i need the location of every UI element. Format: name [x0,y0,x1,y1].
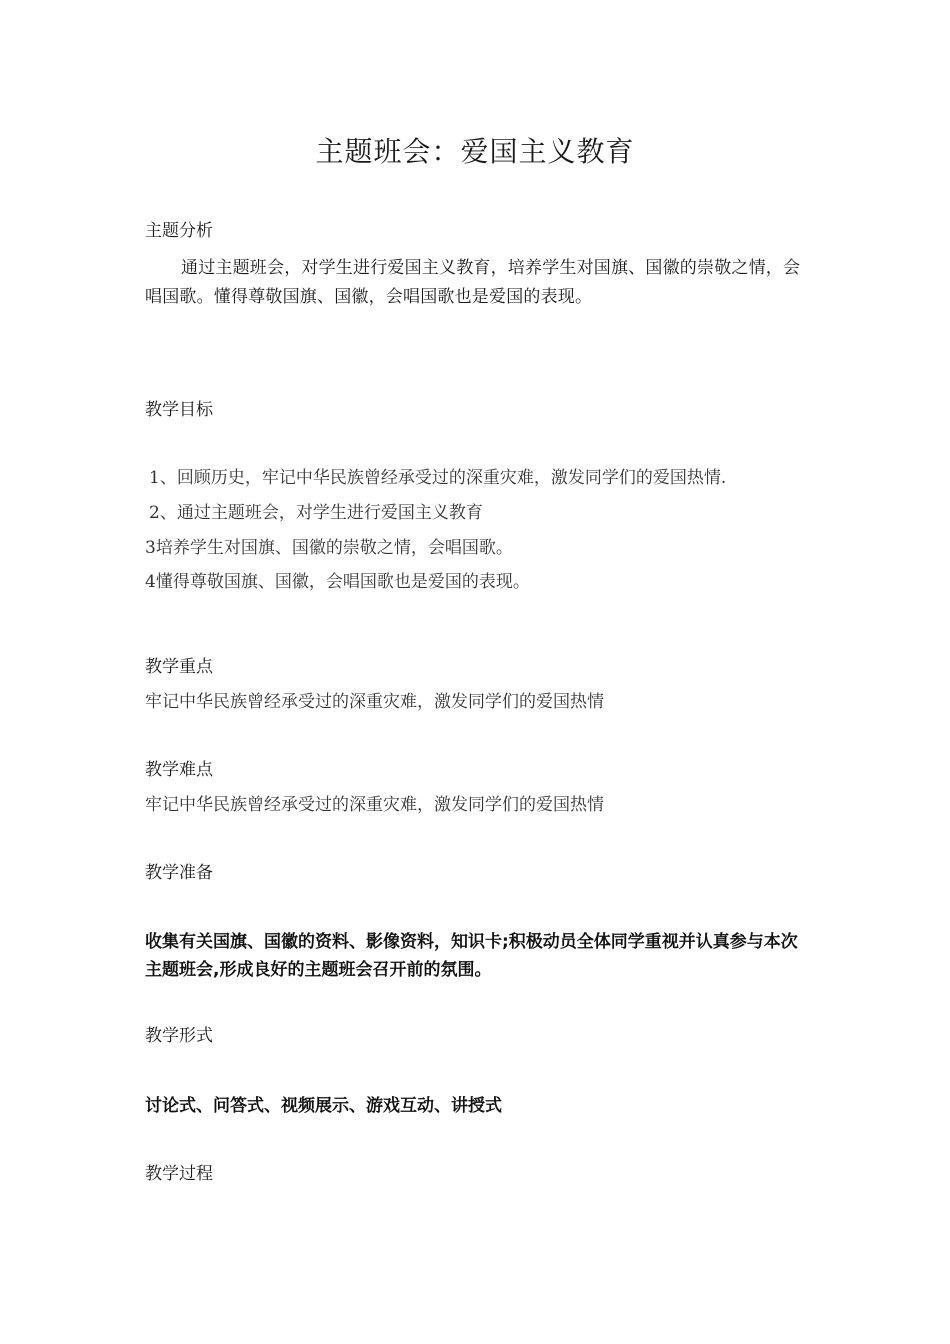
objective-item-2: 2、通过主题班会，对学生进行爱国主义教育 [149,503,483,523]
section-heading-form: 教学形式 [145,1026,213,1046]
section-heading-objectives: 教学目标 [145,400,213,420]
objective-item-3: 3培养学生对国旗、国徽的崇敬之情，会唱国歌。 [145,538,513,558]
section-heading-difficulty: 教学难点 [145,760,213,780]
difficulty-body: 牢记中华民族曾经承受过的深重灾难，激发同学们的爱国热情 [145,795,604,815]
document-title: 主题班会：爱国主义教育 [315,135,635,168]
section-heading-preparation: 教学准备 [145,863,213,883]
section-heading-process: 教学过程 [145,1164,213,1184]
preparation-body: 收集有关国旗、国徽的资料、影像资料，知识卡;积极动员全体同学重视并认真参与本次主题班会,形成良好的主题班会召开前的氛围。 [145,932,798,980]
form-body: 讨论式、问答式、视频展示、游戏互动、讲授式 [145,1096,502,1116]
objective-item-4: 4懂得尊敬国旗、国徽，会唱国歌也是爱国的表现。 [145,572,530,592]
key-point-body: 牢记中华民族曾经承受过的深重灾难，激发同学们的爱国热情 [145,692,604,712]
section-heading-key-point: 教学重点 [145,657,213,677]
section-heading-analysis: 主题分析 [145,221,213,241]
analysis-body: 通过主题班会，对学生进行爱国主义教育，培养学生对国旗、国徽的崇敬之情，会唱国歌。懂得尊敬国旗、国徽，会唱国歌也是爱国的表现。 [145,258,801,307]
objective-item-1: 1、回顾历史，牢记中华民族曾经承受过的深重灾难，激发同学们的爱国热情. [149,468,727,488]
